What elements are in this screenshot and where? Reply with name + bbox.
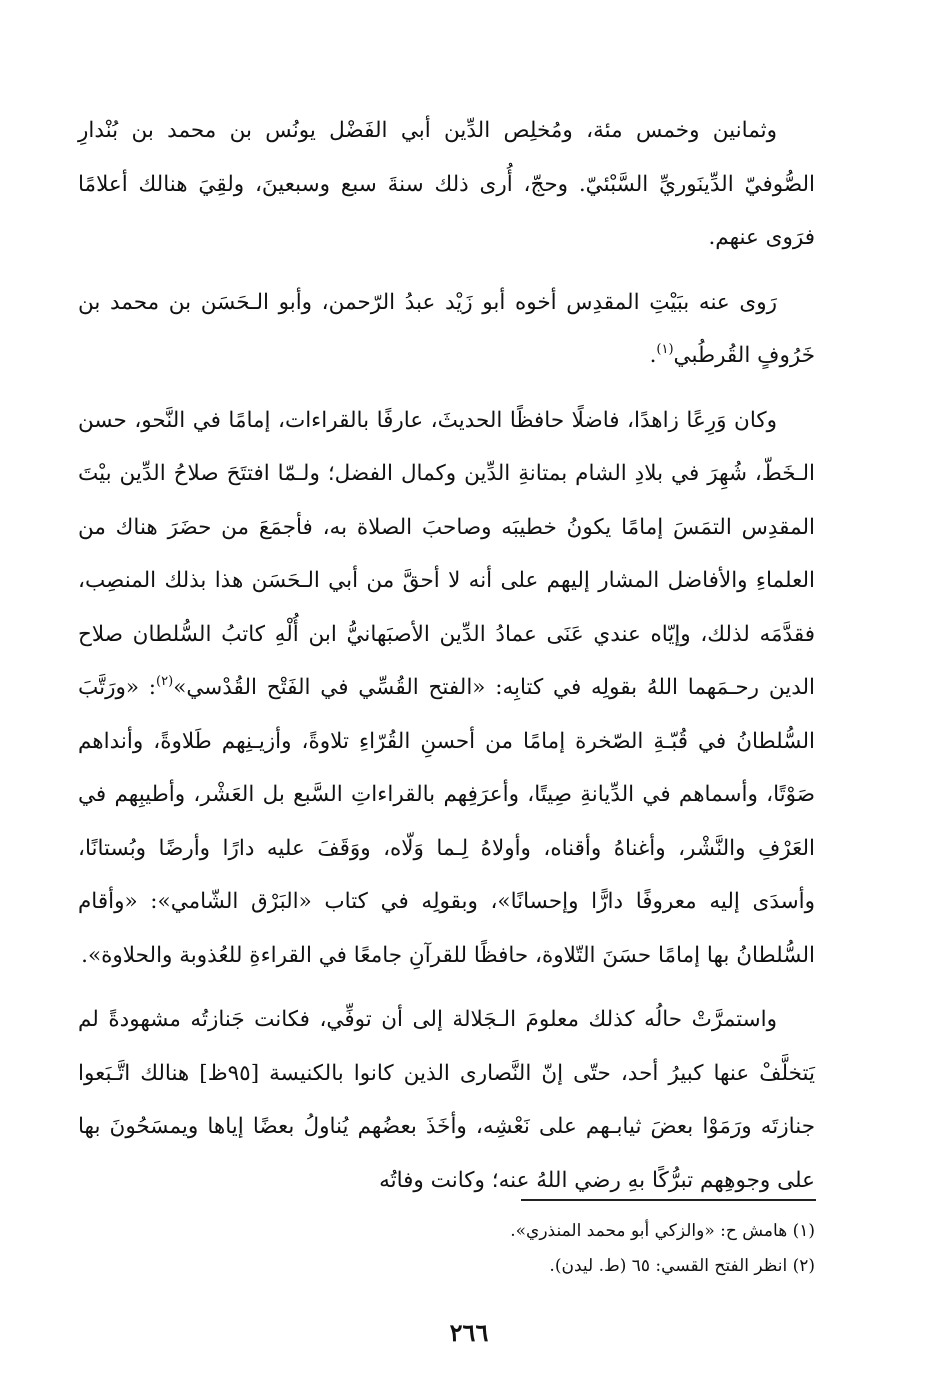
paragraph-4-text: واستمرَّتْ حالُه كذلك معلومَ الـجَلالة إلى أن توفِّي، فكانت جَنازتُه مشهودةً لم يَتخلَّفْ عنها كبيرُ أحد، حتّى إنّ النَّصارى الذين كانوا بالكنيسة [٩٥ظ] هنالك اتَّـبَعوا جنازتَه ورَمَوْا بعضَ ثيابـهم على نَعْشِه، وأخَذَ بعضُهم يُناولُ بعضًا إياها ويمسَحُونَ بها على وجوهِهم تبرُّكًا بهِ رضي اللهُ عنه؛ وكانت وفاتُه <box>78 1007 816 1193</box>
paragraph-2-tail: . <box>649 343 657 368</box>
paragraph-3 <box>78 394 815 983</box>
footnote-separator <box>521 1199 816 1201</box>
paragraph-1-text: وثمانين وخمس مئة، ومُخلِص الدِّين أبي الفَضْل يونُس بن محمد بن بُنْدارِ الصُّوفيّ الدِّينَوريِّ السَّبْئيّ. وحجّ، أُرى ذلك سنةَ سبع وسبعينَ، ولقِيَ هنالك أعلامًا فرَوى عنهم. <box>78 118 815 250</box>
footnote-2: (٢) انظر الفتح القسي: ٦٥ (ط. ليدن). <box>549 1256 815 1276</box>
paragraph-2 <box>78 276 815 383</box>
paragraph-1 <box>78 104 815 265</box>
footnote-ref-1: (١) <box>656 342 674 357</box>
footnote-1: (١) هامش ح: «والزكي أبو محمد المنذري». <box>510 1221 815 1241</box>
paragraph-3-tail: : «ورَتَّبَ السُّلطانُ في قُبّـةِ الصّخرة إمامًا من أحسنِ القُرّاءِ تلاوةً، وأزيـنِهم طَلاوةً، وأنداهم صَوْتًا، وأسماهم في الدِّيانةِ صِيتًا، وأعرَفِهم بالقراءاتِ السَّبع بل العَشْر، وأطيبِهم في العَرْفِ والنَّشْر، وأغناهُ وأقناه، وأولاهُ لِـما وَلّاه، ووَقَفَ عليه دارًا وأرضًا وبُستانًا، وأسدَى إليه معروفًا دارًّا وإحسانًا»، وبقولِه في كتاب «البَرْق الشّامي»: «وأقام السُّلطانُ بها إمامًا حسَنَ التّلاوة، حافظًا للقرآنِ جامعًا في القراءةِ للعُذوبة والحلاوة». <box>78 675 815 968</box>
paragraph-2-text: رَوى عنه ببَيْتِ المقدِس أخوه أبو زَيْد عبدُ الرّحمن، وأبو الـحَسَن بن محمد بن خَرُوفٍ القُرطُبي <box>78 289 815 368</box>
paragraph-4 <box>78 993 815 1207</box>
main-text <box>78 104 815 1207</box>
footnotes <box>215 1214 815 1284</box>
footnote-ref-2: (٢) <box>156 674 174 689</box>
paragraph-3-text: وكان وَرِعًا زاهدًا، فاضلًا حافظًا الحديثَ، عارفًا بالقراءات، إمامًا في النَّحو، حسن الـخَطّ، شُهِرَ في بلادِ الشام بمتانةِ الدِّين وكمال الفضل؛ ولـمّا افتتَحَ صلاحُ الدِّين بيْتَ المقدِس التمَسَ إمامًا يكونُ خطيبَه وصاحبَ الصلاة به، فأجمَعَ من حضَرَ هناك من العلماءِ والأفاضل المشار إليهم على أنه لا أحقَّ من أبي الـحَسَن هذا بذلك المنصِب، فقدَّمَه لذلك، وإيّاه عندي عَنَى عمادُ الدِّين الأصبَهانيُّ ابن أُلْهِ كاتبُ السُّلطان صلاح الدين رحـمَهما اللهُ بقولِه في كتابِه: «الفتح القُسِّي في الفَتْح القُدْسي» <box>78 407 815 700</box>
page-number: ٢٦٦ <box>449 1318 489 1347</box>
